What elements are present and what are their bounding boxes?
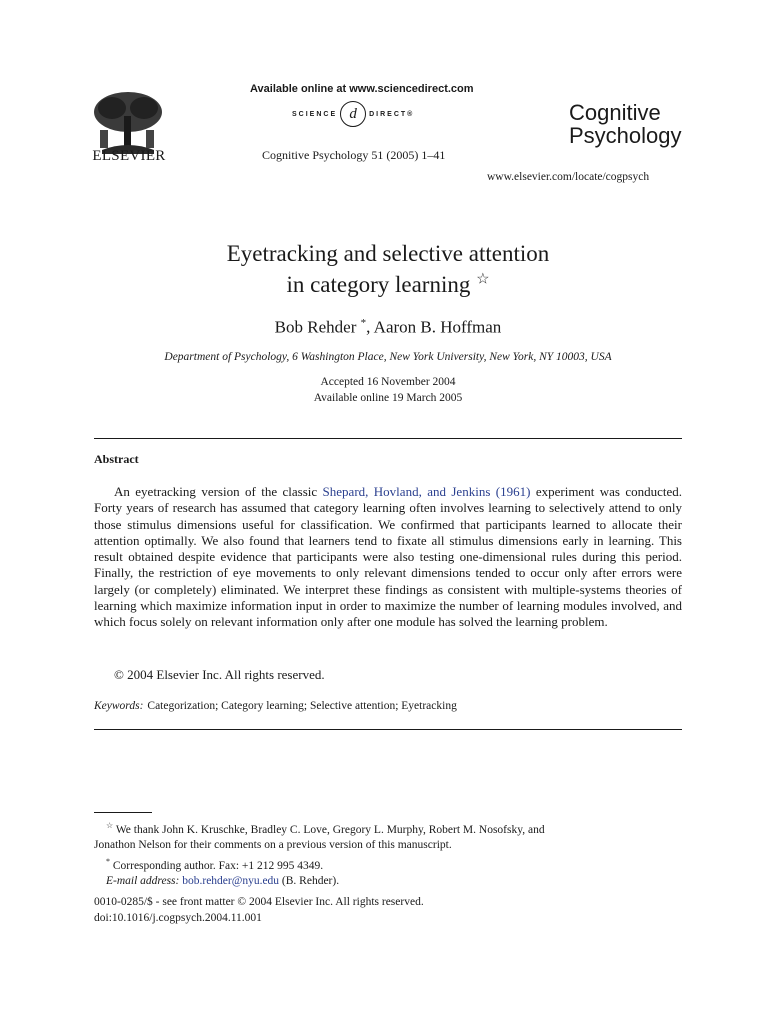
- abstract-copyright: © 2004 Elsevier Inc. All rights reserved.: [114, 667, 325, 682]
- corresponding-mark: *: [106, 856, 110, 866]
- corresponding-text: Corresponding author. Fax: +1 212 995 4349.: [110, 859, 324, 872]
- author-rehder: Bob Rehder: [274, 317, 357, 337]
- shepard-citation-link[interactable]: Shepard, Hovland, and Jenkins (1961): [322, 484, 531, 499]
- journal-citation: Cognitive Psychology 51 (2005) 1–41: [262, 148, 446, 162]
- publisher-name: ELSEVIER: [92, 148, 166, 164]
- title-footnote-star[interactable]: ☆: [476, 271, 490, 288]
- corresponding-author-mark[interactable]: *: [360, 317, 367, 329]
- sd-right-text: DIRECT®: [369, 110, 415, 118]
- footnote-rule: [94, 812, 152, 813]
- title-line2-text: in category learning: [286, 272, 471, 297]
- email-link[interactable]: bob.rehder@nyu.edu: [182, 875, 280, 888]
- online-date: Available online 19 March 2005: [313, 392, 463, 404]
- affiliation: Department of Psychology, 6 Washington Place, New York University, New York, NY 10003, USA: [164, 351, 612, 363]
- journal-title-line1: Cognitive: [569, 100, 661, 125]
- acknowledgment-line1: We thank John K. Kruschke, Bradley C. Love, Gregory L. Murphy, Robert M. Nosofsky, and: [113, 823, 545, 836]
- email-footnote: [94, 874, 682, 890]
- sd-at-icon: d: [340, 101, 366, 127]
- abstract-heading: Abstract: [94, 452, 139, 466]
- journal-title: [569, 101, 682, 147]
- acknowledgment-line2: Jonathon Nelson for their comments on a previous version of this manuscript.: [94, 839, 452, 852]
- abstract-intro: An eyetracking version of the classic: [114, 484, 323, 499]
- abstract-rest: experiment was conducted. Forty years of research has assumed that category learning often involves learning to selectively attend to only those stimulus dimensions useful for classification. We confirmed that participants learned to allocate their attention optimally. We also found that learners tend to fixate all stimulus dimensions early in learning. This result obtained despite evidence that participants were also testing one-dimensional rules during this period. Finally, the restriction of eye movements to only relevant dimensions tended to occur only after errors were largely (or completely) eliminated. We interpret these findings as consistent with multiple-systems theories of learning which maximize information input in order to maximize the number of learning modules involved, and which focus solely on relevant information only after one module has solved the learning problem.: [94, 484, 682, 630]
- journal-url-link[interactable]: www.elsevier.com/locate/cogpsych: [487, 171, 650, 183]
- article-title: [94, 238, 682, 300]
- sciencedirect-logo: [292, 101, 414, 127]
- title-line1: Eyetracking and selective attention: [226, 241, 550, 266]
- front-matter: [94, 895, 424, 926]
- doi-line[interactable]: doi:10.1016/j.cogpsych.2004.11.001: [94, 911, 262, 924]
- keywords-line: [94, 700, 457, 712]
- acknowledgment-footnote: [94, 818, 682, 838]
- acknowledgment-star: ☆: [106, 821, 114, 830]
- available-online-line: Available online at www.sciencedirect.com: [250, 83, 474, 95]
- accepted-date: Accepted 16 November 2004: [320, 376, 456, 388]
- abstract-text: [94, 484, 682, 631]
- sd-left-text: SCIENCE: [292, 110, 338, 118]
- author-list: [94, 317, 682, 338]
- email-label: E-mail address:: [106, 875, 180, 888]
- top-divider: [94, 438, 682, 439]
- bottom-divider: [94, 729, 682, 730]
- title-line2: [94, 269, 682, 300]
- author-hoffman: , Aaron B. Hoffman: [366, 317, 502, 337]
- corresponding-footnote: [94, 854, 682, 874]
- keywords-label: Keywords:: [94, 700, 144, 712]
- email-suffix: (B. Rehder).: [279, 875, 340, 888]
- issn-line: 0010-0285/$ - see front matter © 2004 Elsevier Inc. All rights reserved.: [94, 896, 424, 908]
- keywords-list: Categorization; Category learning; Selective attention; Eyetracking: [147, 700, 457, 712]
- article-dates: [94, 374, 682, 406]
- footnotes: [94, 818, 682, 890]
- journal-title-line2: Psychology: [569, 123, 682, 148]
